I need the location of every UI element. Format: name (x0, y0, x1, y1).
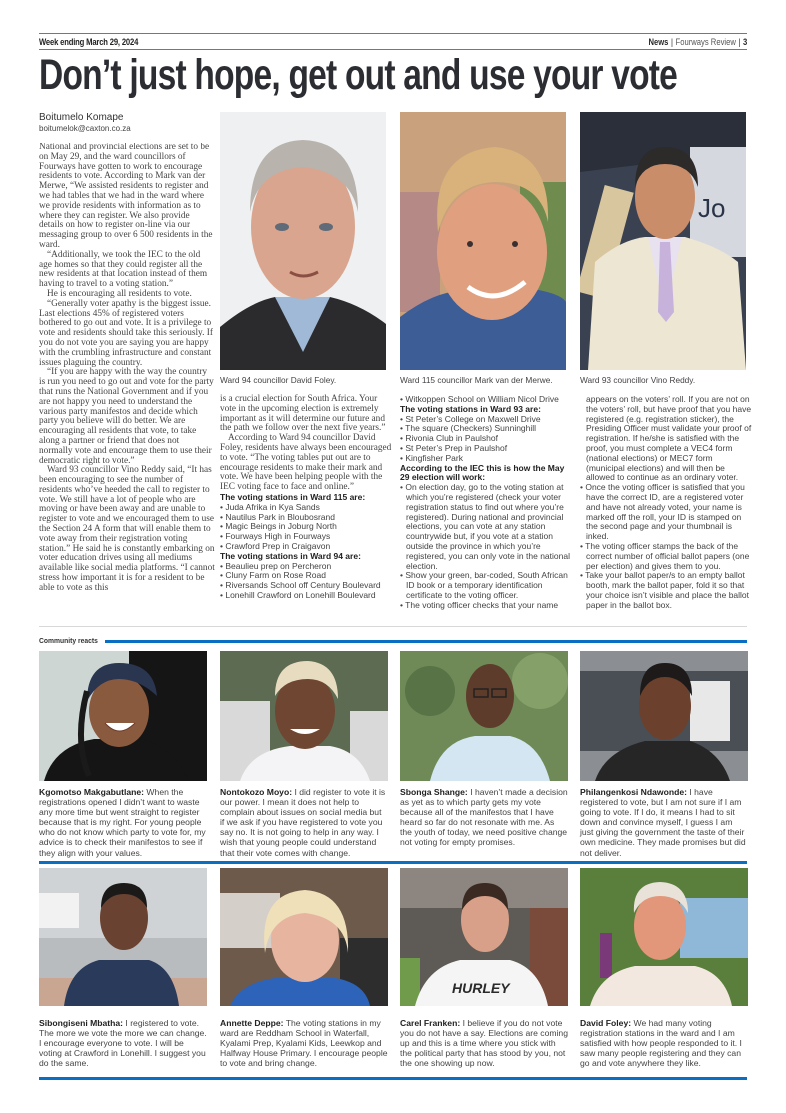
author-name: Boitumelo Komape (39, 112, 124, 123)
photo-carel-franken (400, 868, 568, 1006)
shirt-logo: HURLEY (452, 980, 510, 996)
photo-sibongiseni-mbatha (39, 868, 207, 1006)
photo-david-foley-community (580, 868, 748, 1006)
photo-caption: Ward 94 councillor David Foley. (220, 375, 337, 385)
column-2-body (220, 395, 392, 493)
list-item: • Cluny Farm on Rose Road (220, 570, 326, 581)
list-item: • Magic Beings in Joburg North (220, 521, 337, 532)
row-divider (39, 861, 747, 864)
list-item: • Beaulieu prep on Percheron (220, 560, 332, 571)
ward115-heading: The voting stations in Ward 115 are: (220, 491, 366, 502)
community-quote (220, 1018, 388, 1068)
photo-caption: Ward 93 councillor Vino Reddy. (580, 375, 696, 385)
list-item: • Once the voting officer is satisfied that you have the correct ID, are a registered voter and have not already voted, your name is marked off the roll, your ID is stamped on the second page and your thumbnail is inked. (580, 482, 745, 542)
speaker-name: Carel Franken: (400, 1018, 461, 1028)
list-item: • Kingfisher Park (400, 452, 463, 463)
list-item: • St Peter’s College on Maxwell Drive (400, 413, 541, 424)
paragraph: He is encouraging all residents to vote. (47, 288, 192, 299)
ward94-heading: The voting stations in Ward 94 are: (220, 550, 361, 561)
separator: | (670, 36, 673, 47)
page-number: 3 (742, 36, 747, 47)
speaker-name: Nontokozo Moyo: (220, 787, 293, 797)
photo-vino-reddy (580, 112, 746, 370)
section-name: News (648, 36, 669, 47)
quote-text: I believe if you do not vote you do not have a say. Elections are coming up and this is a time where you stick with the political party that has stood by you, not the one showing up now. (400, 1018, 568, 1069)
community-quote (580, 1018, 748, 1068)
community-quote (580, 787, 748, 858)
speaker-name: Sibongiseni Mbatha: (39, 1018, 124, 1028)
article-column-3 (400, 395, 574, 611)
article-column-4 (580, 395, 752, 611)
section-divider (39, 626, 747, 627)
photo-philangenkosi-ndawonde (580, 651, 748, 781)
list-item: • St Peter’s Prep in Paulshof (400, 442, 508, 453)
ward93-heading: The voting stations in Ward 93 are: (400, 403, 541, 414)
headline: Don’t just hope, get out and use your vote (39, 51, 678, 99)
paragraph: Ward 93 councillor Vino Reddy said, “It has been encouraging to see the number of residents who’ve heeded the call to register to vote. We still have a lot of people who are moving or have been away and are unable to register to vote and we encouraged them to use the Section 24 A form that will enable them to vote away from their registration voting station.” He said he is constantly embarking on voter education drives using all mediums available like social media platforms. “I cannot stress how important it is for a resident to be able to vote as this (39, 465, 215, 593)
community-quote (400, 787, 568, 848)
byline (39, 112, 131, 133)
quote-text: We had many voting registration stations in the ward and I am satisfied with how people responded to it. I saw many people registering and they can go and vote anywhere they like. (580, 1018, 742, 1069)
list-item: • Nautilus Park in Bloubosrand (220, 511, 335, 522)
list-item: • Witkoppen School on William Nicol Drive (400, 394, 559, 404)
author-email[interactable]: boitumelok@caxton.co.za (39, 124, 131, 133)
community-quote (39, 1018, 207, 1068)
quote-text: I did register to vote it is our power. I mean it does not help to complain about issues on social media but if we ask if you have registered to vote you say no. It is not going to help in any way. I wish that young people could understand that their vote comes with change. (220, 787, 386, 858)
list-item: • The voting officer stamps the back of the correct number of official ballot papers (one per election) and gives them to you. (580, 540, 750, 571)
iec-heading: According to the IEC this is how the May 29 election will work: (400, 462, 565, 483)
list-item: • On election day, go to the voting station at which you’re registered (check your voter registration status to find out where you’re registered). During national and provincial elections, you can vote at any station countrywide but, if you vote at a station outside the province in which you’re registered, you can only vote in the national election. (400, 482, 570, 571)
quote-text: I registered to vote. The more we vote the more we can change. I encourage everyone to vote. I will be voting at Crawford in Lonehill. I suggest you do the same. (39, 1018, 207, 1069)
photo-nontokozo-moyo (220, 651, 388, 781)
list-item: • The voting officer checks that your name (400, 599, 559, 610)
speaker-name: Sbonga Shange: (400, 787, 468, 797)
photo-sbonga-shange (400, 651, 568, 781)
paragraph: “Generally voter apathy is the biggest issue. Last elections 45% of registered voters bothered to go out and vote. It is a privilege to vote and residents should take this seriously. If you do not vote you are saying you are happy with the crumbling infrastructure and constant issues plaguing the country. (39, 298, 213, 368)
article-column-1 (39, 143, 215, 631)
ward115-list (220, 493, 392, 601)
paragraph: “If you are happy with the way the country is run you need to go out and vote for the party that runs the National Government and if you are not happy you need to understand the various party manifestos and decide which party you believe will do better. We are encouraging all residents that vote, to take along a partner or friend that does not normally vote and encourage them to use their democratic right to vote.” (39, 367, 214, 466)
page-header-bar (39, 33, 747, 50)
community-quote (39, 787, 207, 858)
list-item: • Juda Afrika in Kya Sands (220, 501, 320, 512)
bottom-rule (39, 1077, 747, 1080)
speaker-name: Annette Deppe: (220, 1018, 284, 1028)
list-item: • Rivonia Club in Paulshof (400, 433, 498, 444)
article-column-2 (220, 395, 392, 601)
community-quote (220, 787, 388, 858)
separator: | (738, 36, 741, 47)
section-info (648, 37, 747, 47)
quote-text: I haven’t made a decision as yet as to which party gets my vote because all of the manifestos that I have heard so far do not resonate with me. As the youth of today, we need positive change not voting for empty promises. (400, 787, 568, 848)
photo-david-foley (220, 112, 386, 370)
section-rule (105, 640, 747, 643)
list-item: • Take your ballot paper/s to an empty ballot booth, mark the ballot paper, fold it so that your choice isn’t visible and place the ballot paper in the ballot box. (580, 570, 750, 610)
photo-mark-van-der-merwe (400, 112, 566, 370)
publication-name: Fourways Review (675, 36, 736, 47)
photo-kgomotso-makgabutlane (39, 651, 207, 781)
list-item: • Lonehill Crawford on Lonehill Boulevard (220, 589, 376, 600)
list-item-continued: appears on the voters’ roll. If you are not on the voters’ roll, but have proof that you have registered (e.g. registration sticker), the Presiding Officer must validate your proof of registration. If he/she is satisfied with the proof, you must complete a VEC4 form (national elections) or MEC7 form (municipal elections) and will then be allowed to continue as an ordinary voter. (586, 394, 752, 483)
list-item: • Show your green, bar-coded, South African ID book or a temporary identification certificate to the voting officer. (400, 570, 568, 600)
issue-date: Week ending March 29, 2024 (39, 36, 139, 47)
list-item: • Crawford Prep in Craigavon (220, 540, 331, 551)
paragraph: is a crucial election for South Africa. Your vote in the upcoming election is extremely important as it will determine our future and the path we follow over the next five years.” (220, 394, 386, 434)
svg-text:Jo: Jo (698, 193, 726, 223)
photo-caption: Ward 115 councillor Mark van der Merwe. (400, 375, 553, 385)
speaker-name: Philangenkosi Ndawonde: (580, 787, 687, 797)
paragraph: “Additionally, we took the IEC to the old age homes so that they could register all the new residents at that location instead of them having to travel to a voting station.” (39, 249, 208, 290)
speaker-name: Kgomotso Makgabutlane: (39, 787, 145, 797)
paragraph: According to Ward 94 councillor David Foley, residents have always been encouraged to vote. “The voting tables put out are to encourage residents to make their mark and vote. We have been helping people with the IEC voting face to face and online.” (220, 433, 392, 493)
quote-text: I have registered to vote, but I am not sure if I am going to vote. If I do, it means I had to sit down and convince myself, I guess I am just giving the government the taste of their own medicine. They made promises but did not deliver. (580, 787, 746, 858)
community-quote (400, 1018, 568, 1068)
paragraph: National and provincial elections are set to be on May 29, and the ward councillors of Fourways have gotten to work to encourage residents to vote. According to Mark van der Merwe, “We assisted residents to register and we had tables that we had in the ward where we provide residents with information as to where they can register. We also provide details on how to register on-line via our messaging group to over 6 500 residents in the ward. (39, 143, 213, 250)
list-item: • Fourways High in Fourways (220, 531, 331, 542)
community-reacts-label: Community reacts (39, 636, 98, 645)
quote-text: When the registrations opened I didn’t want to waste any more time but went straight to register because that is my right. For young people who do not know which party to vote for, my advice is to check their manifestos to see if they align with your values. (39, 787, 206, 858)
speaker-name: David Foley: (580, 1018, 632, 1028)
list-item: • Riversands School off Century Boulevard (220, 580, 381, 591)
list-item: • The square (Checkers) Sunninghill (400, 423, 537, 434)
quote-text: The voting stations in my ward are Reddham School in Waterfall, Kyalami Prep, Kyalami Kids, Leewkop and Halfway House Primary. I encourage people to vote and bring change. (220, 1018, 388, 1069)
photo-annette-deppe (220, 868, 388, 1006)
